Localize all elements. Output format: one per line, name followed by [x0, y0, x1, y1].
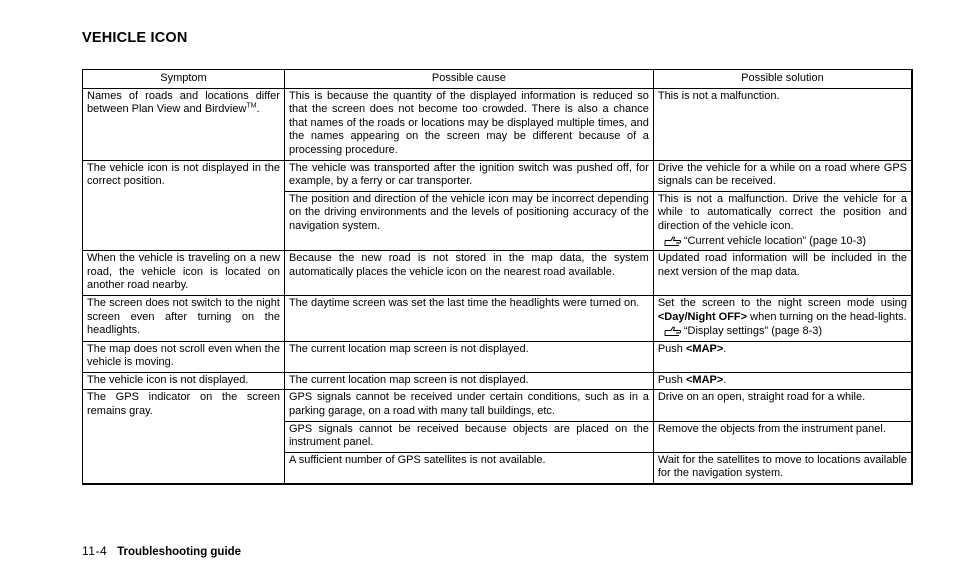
- map-button-label: <MAP>: [685, 373, 724, 386]
- cause-cell: Because the new road is not stored in the map data, the system automatically places the vehicle icon on the nearest road available.: [284, 251, 653, 296]
- cause-cell: The current location map screen is not displayed.: [284, 341, 653, 372]
- pointing-hand-icon: [664, 324, 682, 337]
- table-row: [83, 88, 913, 160]
- symptom-cell: Names of roads and locations differ between Plan View and Birdview™.: [83, 88, 285, 160]
- table-row: [83, 341, 913, 372]
- cause-cell: GPS signals cannot be received because objects are placed on the instrument panel.: [284, 421, 653, 452]
- cause-cell: The vehicle was transported after the ignition switch was pushed off, for example, by a ferry or car transporter.: [284, 160, 653, 191]
- solution-cell: This is not a malfunction. Drive the vehicle for a while to automatically correct the position and direction of the vehicle icon. “Current vehicle location” (page 10-3): [653, 191, 912, 250]
- symptom-cell: The vehicle icon is not displayed.: [83, 372, 285, 390]
- page-number: 11-4: [82, 544, 108, 558]
- symptom-cell: The vehicle icon is not displayed in the correct position.: [83, 160, 285, 251]
- solution-cell: Drive on an open, straight road for a while.: [653, 390, 912, 421]
- header-symptom: Symptom: [83, 70, 285, 89]
- symptom-cell: When the vehicle is traveling on a new road, the vehicle icon is located on another road nearby.: [83, 251, 285, 296]
- section-name: Troubleshooting guide: [117, 546, 242, 558]
- trademark-mark: TM: [246, 102, 257, 110]
- symptom-cell: The GPS indicator on the screen remains gray.: [83, 390, 285, 484]
- reference-link[interactable]: “Current vehicle location” (page 10-3): [658, 234, 907, 249]
- header-possible-solution: Possible solution: [653, 70, 912, 89]
- cause-cell: The daytime screen was set the last time the headlights were turned on.: [284, 295, 653, 341]
- solution-cell: Push <MAP>.: [653, 372, 912, 390]
- table-row: [83, 390, 913, 421]
- solution-cell: Wait for the satellites to move to locations available for the navigation system.: [653, 452, 912, 484]
- map-button-label: <MAP>: [685, 342, 724, 355]
- table-row: [83, 160, 913, 191]
- table-row: [83, 251, 913, 296]
- pointing-hand-icon: [664, 234, 682, 247]
- symptom-cell: The screen does not switch to the night screen even after turning on the headlights.: [83, 295, 285, 341]
- reference-link[interactable]: “Display settings” (page 8-3): [658, 324, 907, 339]
- table-row: [83, 295, 913, 341]
- solution-cell: This is not a malfunction.: [653, 88, 912, 160]
- cause-cell: The position and direction of the vehicle icon may be incorrect depending on the driving environments and the levels of positioning accuracy of the navigation system.: [284, 191, 653, 250]
- cause-cell: GPS signals cannot be received under certain conditions, such as in a parking garage, on a road with many tall buildings, etc.: [284, 390, 653, 421]
- solution-cell: Drive the vehicle for a while on a road where GPS signals can be received.: [653, 160, 912, 191]
- solution-cell: Remove the objects from the instrument panel.: [653, 421, 912, 452]
- solution-cell: Set the screen to the night screen mode using <Day/Night OFF> when turning on the head-lights. “Display settings” (page 8-3): [653, 295, 912, 341]
- page-footer: [82, 544, 241, 558]
- cause-cell: The current location map screen is not displayed.: [284, 372, 653, 390]
- day-night-off-button-label: <Day/Night OFF>: [657, 310, 748, 323]
- table-row: [83, 372, 913, 390]
- troubleshooting-table: [82, 69, 913, 485]
- solution-cell: Push <MAP>.: [653, 341, 912, 372]
- solution-cell: Updated road information will be included in the next version of the map data.: [653, 251, 912, 296]
- header-possible-cause: Possible cause: [284, 70, 653, 89]
- section-title: VEHICLE ICON: [82, 30, 188, 46]
- cause-cell: A sufficient number of GPS satellites is not available.: [284, 452, 653, 484]
- table-header-row: [83, 70, 913, 89]
- symptom-cell: The map does not scroll even when the vehicle is moving.: [83, 341, 285, 372]
- cause-cell: This is because the quantity of the displayed information is reduced so that the screen does not become too crowded. There is also a chance that names of the roads or locations may be displayed multiple times, and the names appearing on the screen may be different because of a processing procedure.: [284, 88, 653, 160]
